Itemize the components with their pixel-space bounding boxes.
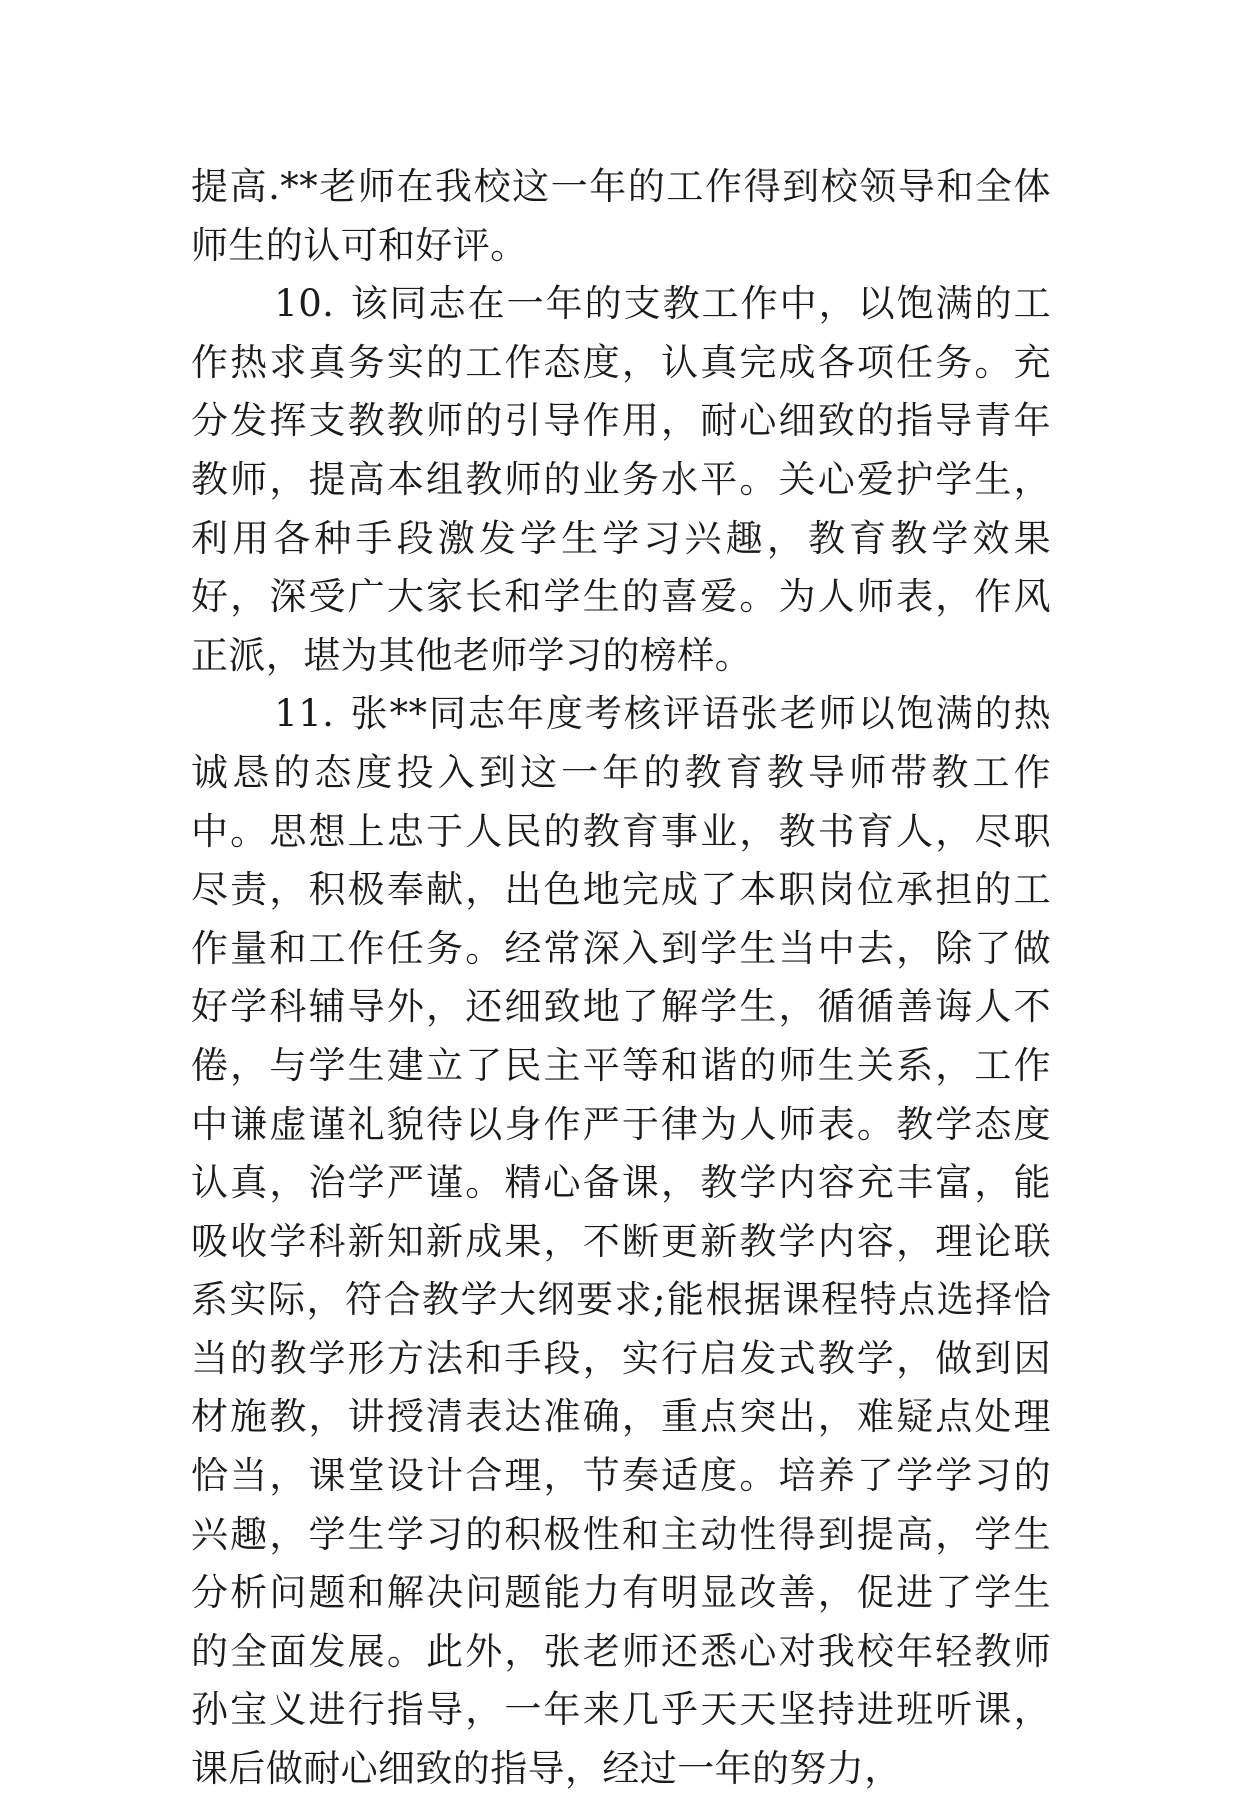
paragraph-text: 张**同志年度考核评语张老师以饱满的热诚恳的态度投入到这一年的教育教导师带教工作中。思想上忠于人民的教育事业，教书育人，尽职尽责，积极奉献，出色地完成了本职岗位承担的工作量和工作任务。经常深入到学生当中去，除了做好学科辅导外，还细致地了解学生，循循善诲人不倦，与学生建立了民主平等和谐的师生关系，工作中谦虚谨礼貌待以身作严于律为人师表。教学态度认真，治学严谨。精心备课，教学内容充丰富，能吸收学科新知新成果，不断更新教学内容，理论联系实际，符合教学大纲要求;能根据课程特点选择恰当的教学形方法和手段，实行启发式教学，做到因材施教，讲授清表达准确，重点突出，难疑点处理恰当，课堂设计合理，节奏适度。培养了学学习的兴趣，学生学习的积极性和主动性得到提高，学生分析问题和解决问题能力有明显改善，促进了学生的全面发展。此外，张老师还悉心对我校年轻教师孙宝义进行指导，一年来几乎天天坚持进班听课，课后做耐心细致的指导，经过一年的努力， bbox=[191, 692, 1051, 1791]
paragraph-text: 提高.**老师在我校这一年的工作得到校领导和全体师生的认可和好评。 bbox=[191, 165, 1051, 267]
paragraph-number: 11. bbox=[274, 692, 335, 736]
paragraph-text: 该同志在一年的支教工作中，以饱满的工作热求真务实的工作态度，认真完成各项任务。充分发挥支教教师的引导作用，耐心细致的指导青年教师，提高本组教师的业务水平。关心爱护学生，利用各种手段激发学生学习兴趣，教育教学效果好，深受广大家长和学生的喜爱。为人师表，作风正派，堪为其他老师学习的榜样。 bbox=[191, 282, 1051, 677]
paragraph-continuation bbox=[191, 158, 1051, 275]
paragraph-number: 10. bbox=[274, 282, 335, 326]
paragraph-10 bbox=[191, 275, 1051, 685]
document-body bbox=[191, 158, 1051, 1799]
paragraph-11 bbox=[191, 685, 1051, 1798]
